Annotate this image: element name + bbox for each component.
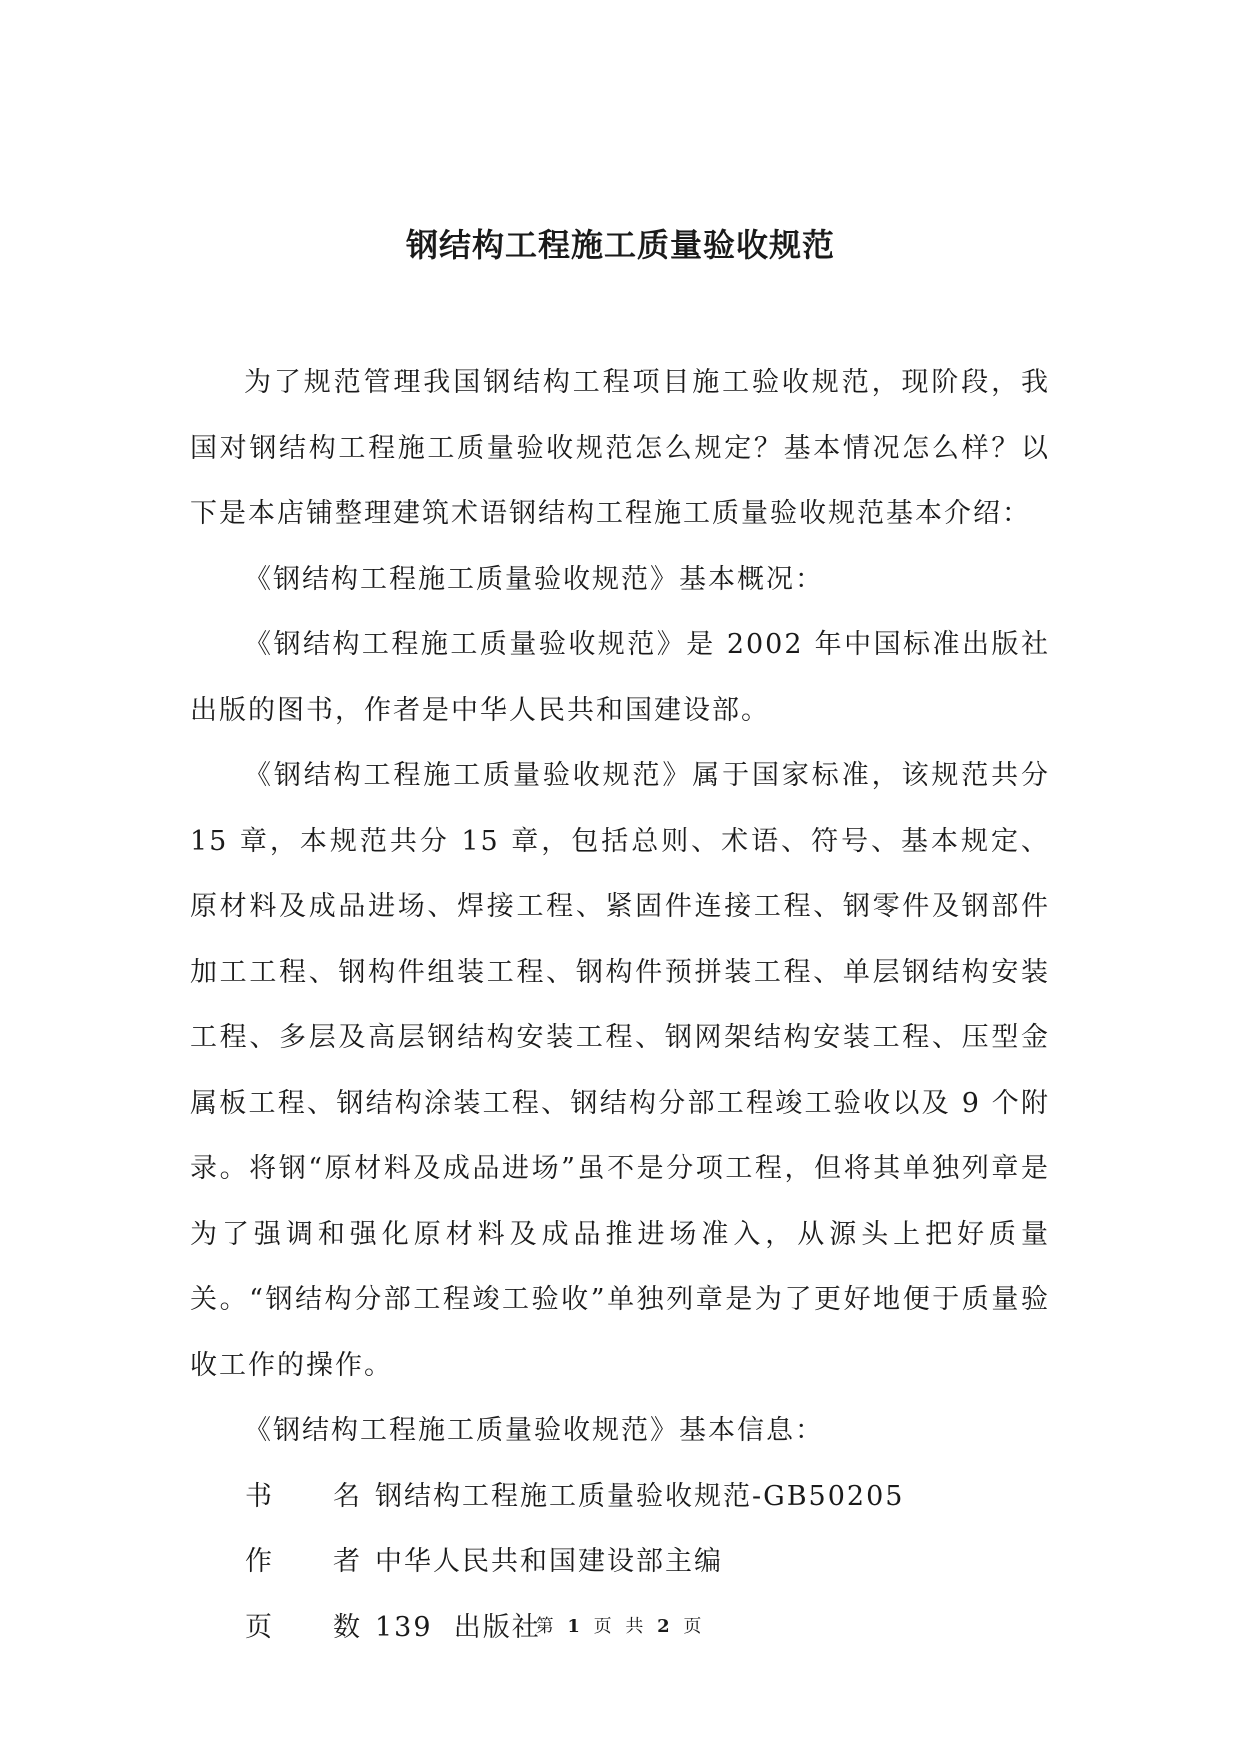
info-key-char1: 书 — [245, 1480, 274, 1512]
footer-prefix: 第 — [535, 1616, 558, 1637]
info-value: 中华人民共和国建设部主编 — [375, 1546, 723, 1577]
info-value: 钢结构工程施工质量验收规范-GB50205 — [375, 1480, 905, 1512]
document-body — [190, 350, 1050, 1660]
paragraph-info-heading: 《钢结构工程施工质量验收规范》基本信息： — [244, 1415, 824, 1446]
info-value: 139 出版社 — [375, 1611, 541, 1643]
paragraph-publication: 《钢结构工程施工质量验收规范》是 2002 年中国标准出版社出版的图书，作者是中华人民共和国建设部。 — [190, 629, 1050, 726]
paragraph-intro: 为了规范管理我国钢结构工程项目施工验收规范，现阶段，我国对钢结构工程施工质量验收规范怎么规定？基本情况怎么样？以下是本店铺整理建筑术语钢结构工程施工质量验收规范基本介绍： — [190, 367, 1050, 529]
info-key-char1: 页 — [245, 1611, 274, 1643]
info-key-char2: 名 — [333, 1480, 362, 1512]
paragraph-contents: 《钢结构工程施工质量验收规范》属于国家标准，该规范共分 15 章，本规范共分 15 章，包括总则、术语、符号、基本规定、原材料及成品进场、焊接工程、紧固件连接工程、钢零件及钢部件加工工程、钢构件组装工程、钢构件预拼装工程、单层钢结构安装工程、多层及高层钢结构安装工程、钢网架结构安装工程、压型金属板工程、钢结构涂装工程、钢结构分部工程竣工验收以及 9 个附录。将钢“原材料及成品进场”虽不是分项工程，但将其单独列章是为了强调和强化原材料及成品推进场准入，从源头上把好质量关。“钢结构分部工程竣工验收”单独列章是为了更好地便于质量验收工作的操作。 — [190, 760, 1050, 1381]
info-line-author — [190, 1529, 1050, 1595]
paragraph-overview-heading: 《钢结构工程施工质量验收规范》基本概况： — [244, 563, 824, 595]
info-key-char2: 者 — [333, 1546, 362, 1577]
page-footer — [0, 1612, 1241, 1638]
document-title: 钢结构工程施工质量验收规范 — [405, 226, 835, 264]
info-key-char2: 数 — [333, 1611, 362, 1643]
info-line-title — [190, 1464, 1050, 1530]
info-key-char1: 作 — [245, 1546, 274, 1577]
footer-suffix: 页 — [683, 1616, 706, 1637]
footer-total-pages: 2 — [657, 1616, 674, 1637]
footer-mid: 页 共 — [593, 1616, 648, 1637]
footer-page-number: 1 — [567, 1616, 584, 1637]
